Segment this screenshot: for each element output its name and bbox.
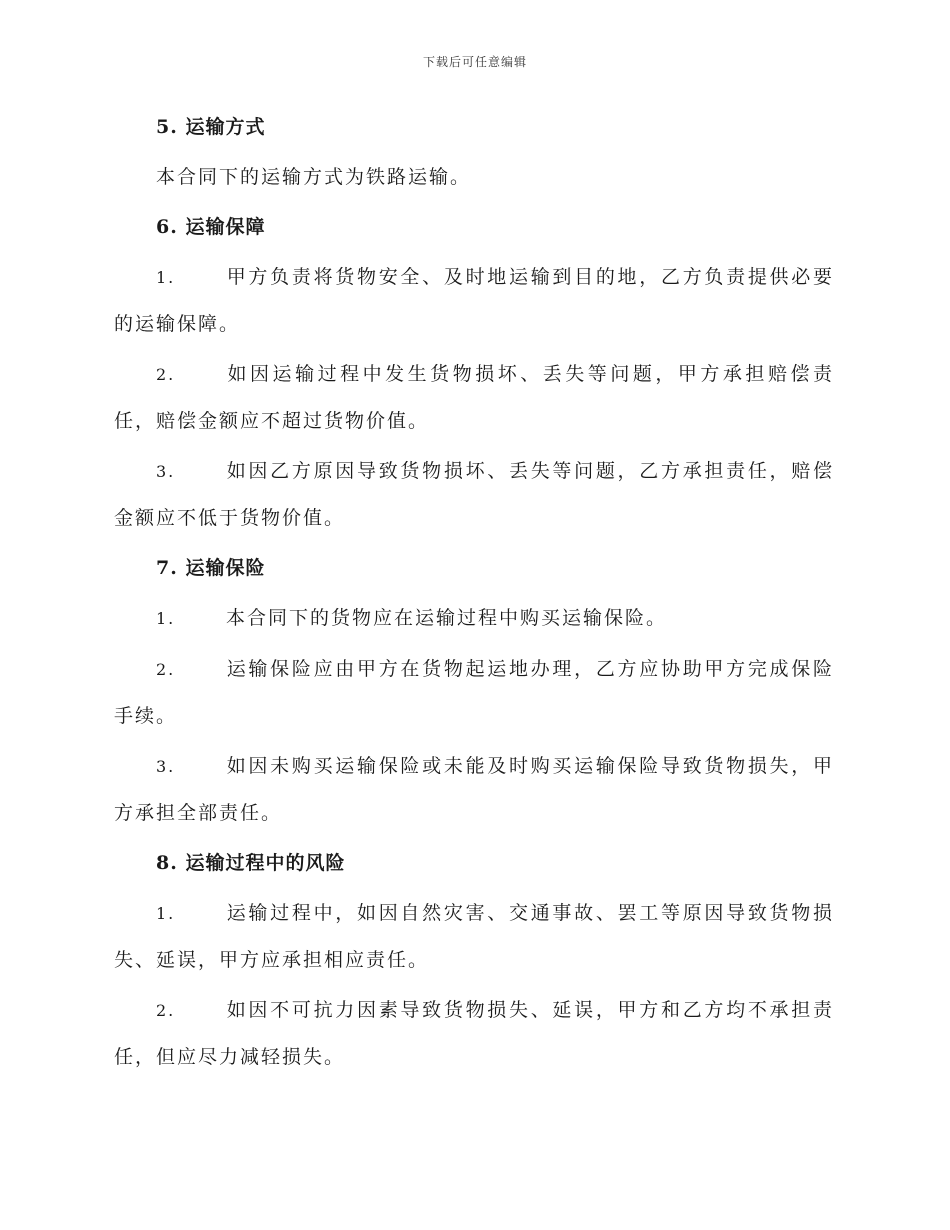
item-text: 运输过程中，如因自然灾害、交通事故、罢工等原因导致货物损失、延误，甲方应承担相应责任。 [114, 902, 834, 971]
list-item [114, 351, 834, 444]
item-number: 2. [156, 365, 176, 384]
list-item [114, 890, 834, 983]
item-number: 1. [156, 609, 176, 628]
section-heading: 6. 运输保障 [156, 216, 266, 238]
item-text: 运输保险应由甲方在货物起运地办理，乙方应协助甲方完成保险手续。 [114, 658, 834, 727]
list-item [114, 448, 834, 541]
header-note: 下载后可任意编辑 [422, 55, 527, 69]
item-text: 如因运输过程中发生货物损坏、丢失等问题，甲方承担赔偿责任，赔偿金额应不超过货物价值。 [114, 363, 834, 432]
list-item [114, 987, 834, 1080]
item-number: 1. [156, 904, 176, 923]
item-text: 如因未购买运输保险或未能及时购买运输保险导致货物损失，甲方承担全部责任。 [114, 755, 834, 824]
item-text: 如因乙方原因导致货物损坏、丢失等问题，乙方承担责任，赔偿金额应不低于货物价值。 [114, 460, 834, 529]
item-text: 如因不可抗力因素导致货物损失、延误，甲方和乙方均不承担责任，但应尽力减轻损失。 [114, 999, 834, 1068]
section-heading: 5. 运输方式 [156, 116, 266, 138]
list-item [114, 743, 834, 836]
document-body [114, 112, 834, 1092]
item-number: 1. [156, 268, 176, 287]
item-number: 2. [156, 660, 176, 679]
list-item [114, 595, 834, 642]
item-number: 3. [156, 757, 176, 776]
section-paragraph: 本合同下的运输方式为铁路运输。 [156, 166, 472, 188]
list-item [114, 254, 834, 347]
list-item [114, 646, 834, 739]
item-number: 2. [156, 1001, 176, 1020]
item-text: 本合同下的货物应在运输过程中购买运输保险。 [226, 607, 668, 629]
item-text: 甲方负责将货物安全、及时地运输到目的地，乙方负责提供必要的运输保障。 [114, 266, 834, 335]
section-heading: 8. 运输过程中的风险 [156, 852, 346, 874]
item-number: 3. [156, 462, 176, 481]
section-heading: 7. 运输保险 [156, 557, 266, 579]
